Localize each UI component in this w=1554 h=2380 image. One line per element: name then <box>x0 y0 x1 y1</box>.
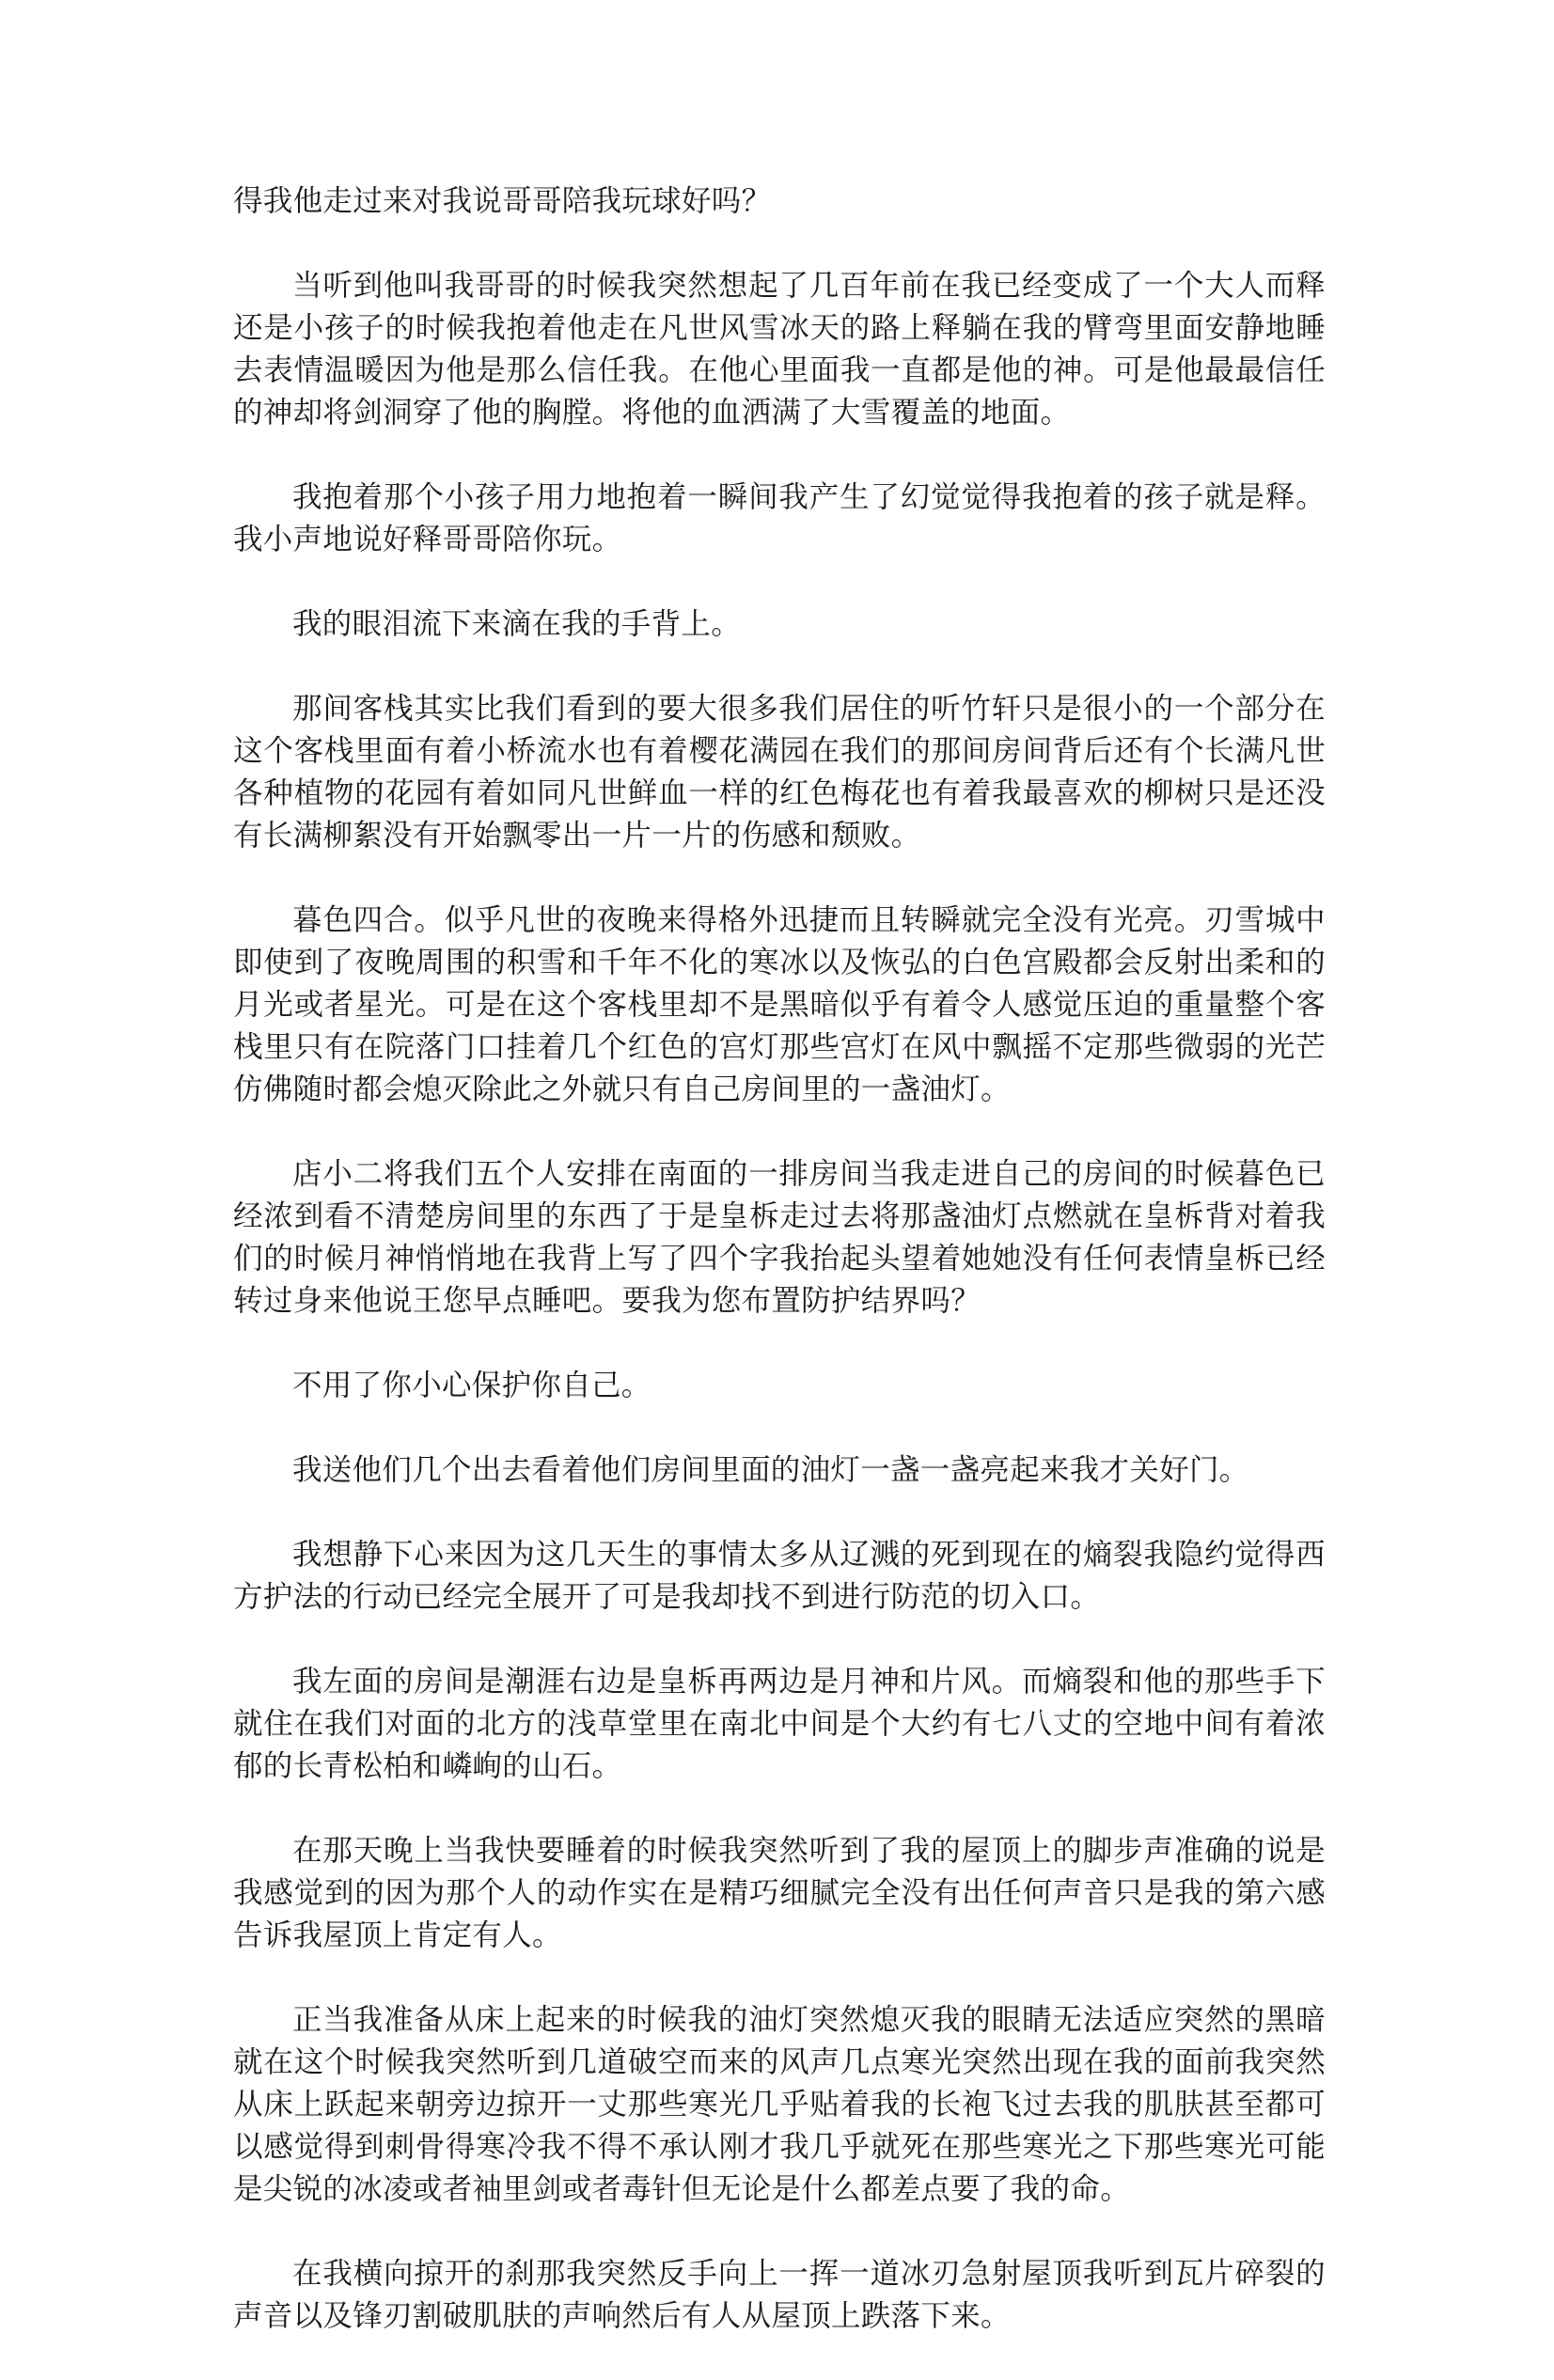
paragraph: 我抱着那个小孩子用力地抱着一瞬间我产生了幻觉觉得我抱着的孩子就是释。我小声地说好释哥哥陪你玩。 <box>233 480 1326 556</box>
paragraph: 当听到他叫我哥哥的时候我突然想起了几百年前在我已经变成了一个大人而释还是小孩子的时候我抱着他走在凡世风雪冰天的路上释躺在我的臂弯里面安静地睡去表情温暖因为他是那么信任我。在他心里面我一直都是他的神。可是他最最信任的神却将剑洞穿了他的胸膛。将他的血洒满了大雪覆盖的地面。 <box>233 269 1326 430</box>
paragraph: 我左面的房间是潮涯右边是皇柝再两边是月神和片风。而熵裂和他的那些手下就住在我们对面的北方的浅草堂里在南北中间是个大约有七八丈的空地中间有着浓郁的长青松柏和嶙峋的山石。 <box>233 1665 1326 1783</box>
paragraph: 得我他走过来对我说哥哥陪我玩球好吗？ <box>233 184 772 218</box>
paragraph: 店小二将我们五个人安排在南面的一排房间当我走进自己的房间的时候暮色已经浓到看不清楚房间里的东西了于是皇柝走过去将那盏油灯点燃就在皇柝背对着我们的时候月神悄悄地在我背上写了四个字我抬起头望着她她没有任何表情皇柝已经转过身来他说王您早点睡吧。要我为您布置防护结界吗？ <box>233 1157 1326 1318</box>
paragraph: 我想静下心来因为这几天生的事情太多从辽溅的死到现在的熵裂我隐约觉得西方护法的行动已经完全展开了可是我却找不到进行防范的切入口。 <box>233 1538 1326 1614</box>
paragraph: 暮色四合。似乎凡世的夜晚来得格外迅捷而且转瞬就完全没有光亮。刃雪城中即使到了夜晚周围的积雪和千年不化的寒冰以及恢弘的白色宫殿都会反射出柔和的月光或者星光。可是在这个客栈里却不是黑暗似乎有着令人感觉压迫的重量整个客栈里只有在院落门口挂着几个红色的宫灯那些宫灯在风中飘摇不定那些微弱的光芒仿佛随时都会熄灭除此之外就只有自己房间里的一盏油灯。 <box>233 903 1326 1106</box>
paragraph: 不用了你小心保护你自己。 <box>292 1369 651 1402</box>
paragraph: 我送他们几个出去看着他们房间里面的油灯一盏一盏亮起来我才关好门。 <box>292 1453 1249 1487</box>
paragraph: 在那天晚上当我快要睡着的时候我突然听到了我的屋顶上的脚步声准确的说是我感觉到的因为那个人的动作实在是精巧细腻完全没有出任何声音只是我的第六感告诉我屋顶上肯定有人。 <box>233 1834 1326 1952</box>
paragraph: 那间客栈其实比我们看到的要大很多我们居住的听竹轩只是很小的一个部分在这个客栈里面有着小桥流水也有着樱花满园在我们的那间房间背后还有个长满凡世各种植物的花园有着如同凡世鲜血一样的红色梅花也有着我最喜欢的柳树只是还没有长满柳絮没有开始飘零出一片一片的伤感和颓败。 <box>233 692 1326 853</box>
paragraph: 在我横向掠开的刹那我突然反手向上一挥一道冰刃急射屋顶我听到瓦片碎裂的声音以及锋刃割破肌肤的声响然后有人从屋顶上跌落下来。 <box>233 2257 1326 2333</box>
document-body <box>233 180 1326 2380</box>
paragraph: 我的眼泪流下来滴在我的手背上。 <box>292 607 742 641</box>
paragraph: 正当我准备从床上起来的时候我的油灯突然熄灭我的眼睛无法适应突然的黑暗就在这个时候我突然听到几道破空而来的风声几点寒光突然出现在我的面前我突然从床上跃起来朝旁边掠开一丈那些寒光几乎贴着我的长袍飞过去我的肌肤甚至都可以感觉得到刺骨得寒冷我不得不承认刚才我几乎就死在那些寒光之下那些寒光可能是尖锐的冰凌或者袖里剑或者毒针但无论是什么都差点要了我的命。 <box>233 2003 1326 2206</box>
